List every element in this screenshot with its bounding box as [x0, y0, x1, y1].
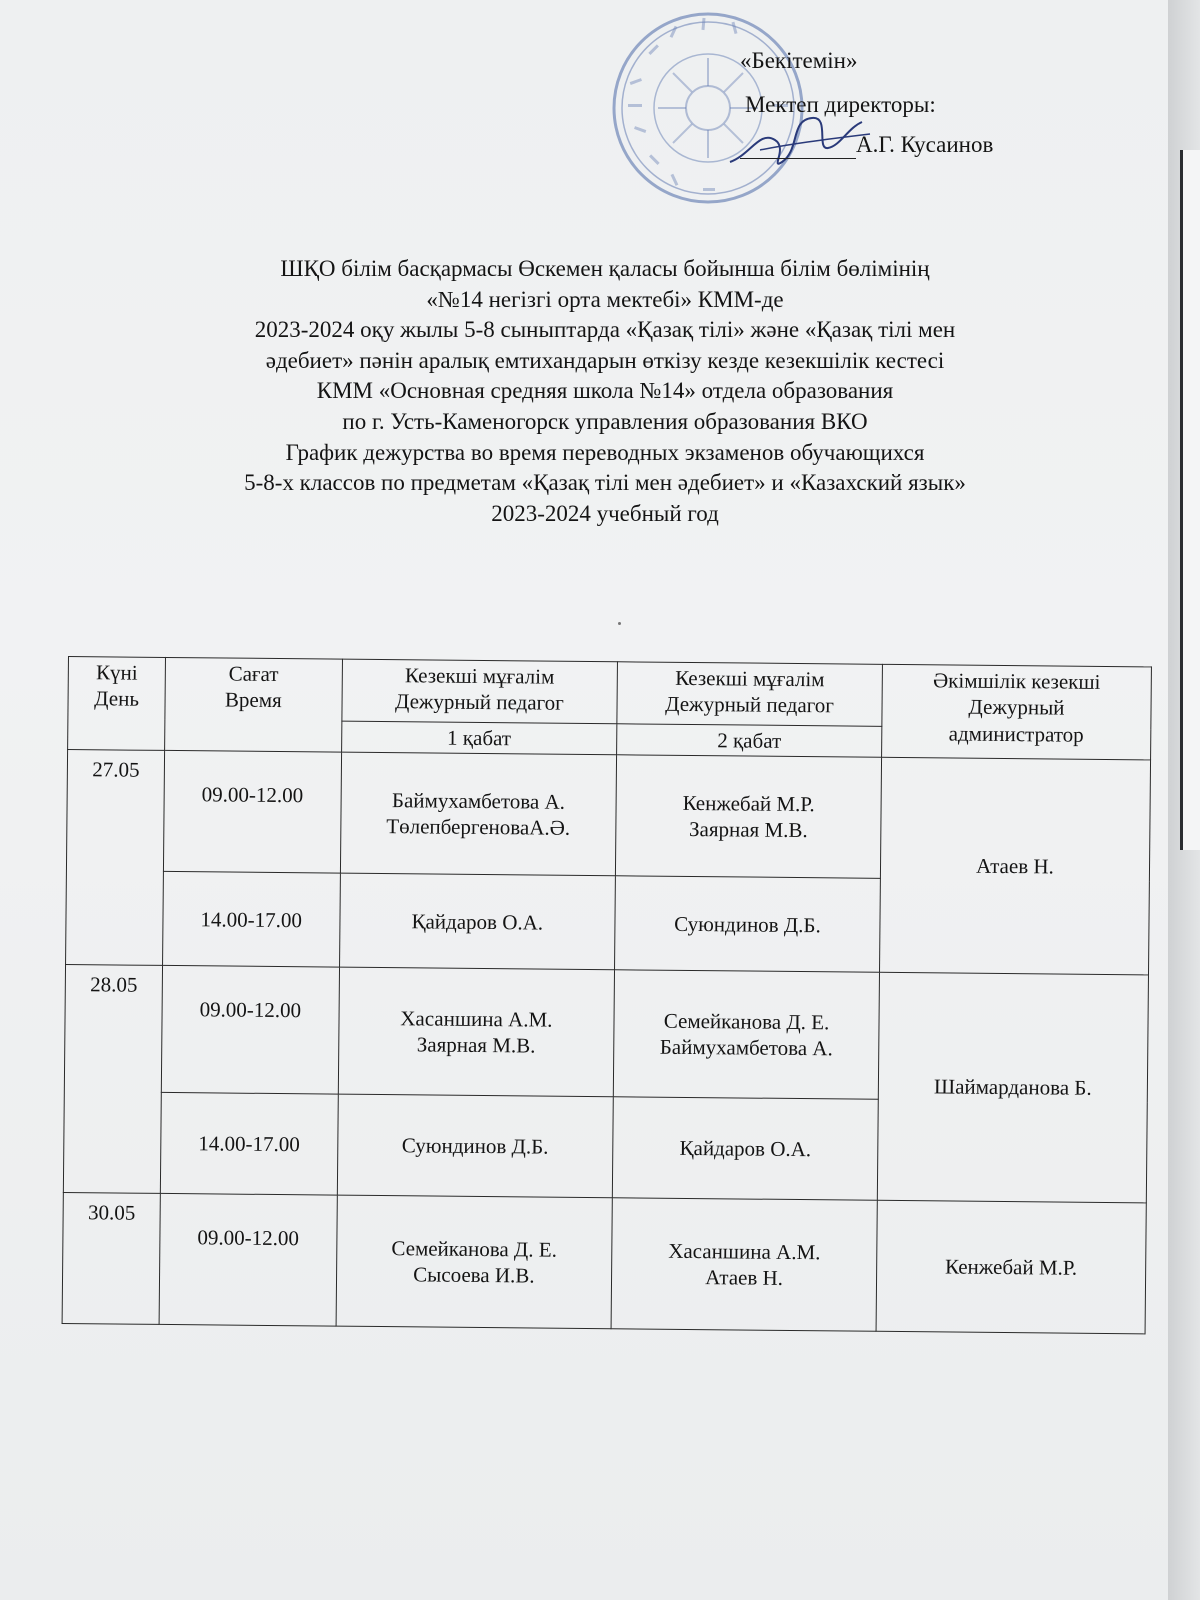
stray-mark [618, 622, 621, 625]
teacher-name: Баймухамбетова А. [659, 1034, 833, 1061]
teacher-name: Сысоева И.В. [413, 1262, 535, 1288]
heading-line: 2023-2024 оқу жылы 5-8 сыныптарда «Қазақ тілі» және «Қазақ тілі мен [254, 317, 956, 343]
floor1-cell [337, 1095, 614, 1198]
table-row [64, 965, 1148, 1103]
teacher-name: Заярная М.В. [416, 1032, 536, 1058]
time-cell: 09.00-12.00 [159, 1193, 337, 1326]
day-cell: 28.05 [63, 965, 162, 1193]
header-teacher-1 [341, 659, 617, 724]
header-time-kz: Сағат [228, 661, 279, 687]
header-teacher-1-kz: Кезекші мұғалім [404, 663, 555, 689]
admin-cell: Кенжебай М.Р. [876, 1200, 1146, 1334]
teacher-name: Хасаншина А.М. [668, 1238, 821, 1264]
header-day [68, 657, 166, 751]
table-row [62, 1192, 1146, 1334]
floor1-cell [340, 752, 617, 876]
day-cell: 30.05 [62, 1192, 160, 1324]
admin-cell: Атаев Н. [879, 758, 1150, 975]
header-teacher-2-kz: Кезекші мұғалім [675, 665, 825, 692]
director-name: А.Г. Кусаинов [856, 132, 994, 157]
teacher-name: Семейканова Д. Е. [391, 1235, 558, 1262]
heading-line: әдебиет» пәнін аралық емтихандарын өткізу кезде кезекшілік кестесі [265, 347, 945, 373]
header-floor-1: 1 қабат [341, 721, 617, 755]
time-cell: 09.00-12.00 [163, 751, 341, 874]
document-heading [110, 254, 1100, 529]
header-teacher-1-ru: Дежурный педагог [394, 689, 564, 716]
teacher-name: Хасаншина А.М. [400, 1006, 553, 1032]
header-time-ru: Время [224, 687, 282, 713]
heading-line: 5-8-х классов по предметам «Қазақ тілі мен әдебиет» и «Казахский язык» [244, 470, 966, 496]
floor2-cell [613, 970, 879, 1100]
heading-line: «№14 негізгі орта мектебі» КММ-де [426, 286, 784, 312]
approval-role: Мектеп директоры: [745, 92, 936, 117]
signature-line [740, 158, 856, 159]
floor2-cell [613, 1097, 879, 1200]
header-teacher-2-ru: Дежурный педагог [665, 691, 835, 718]
floor1-cell [339, 873, 616, 970]
header-teacher-2 [617, 662, 882, 727]
approval-title: «Бекітемін» [740, 48, 858, 73]
time-cell: 09.00-12.00 [161, 966, 339, 1095]
header-day-ru: День [94, 686, 140, 711]
table-row [66, 750, 1150, 881]
duty-schedule-table [62, 656, 1152, 1334]
header-admin-ru-1: Дежурный [968, 694, 1065, 720]
heading-line: по г. Усть-Каменогорск управления образования ВКО [342, 408, 868, 434]
admin-cell: Шаймарданова Б. [877, 972, 1148, 1202]
background-monitor-edge [1180, 150, 1200, 850]
time-cell: 14.00-17.00 [163, 872, 340, 968]
header-time [165, 657, 342, 752]
heading-line: КММ «Основная средняя школа №14» отдела образования [316, 378, 894, 404]
floor2-cell [616, 755, 882, 879]
header-day-kz: Күні [95, 660, 138, 685]
floor1-cell [338, 967, 615, 1097]
header-floor-2: 2 қабат [617, 724, 882, 758]
teacher-name: Қайдаров О.А. [411, 908, 544, 935]
floor2-cell [615, 876, 881, 972]
heading-line: ШҚО білім басқармасы Өскемен қаласы бойынша білім бөлімінің [280, 256, 930, 281]
teacher-name: Атаев Н. [705, 1264, 784, 1290]
teacher-name: Семейканова Д. Е. [663, 1008, 830, 1035]
heading-line: 2023-2024 учебный год [491, 500, 719, 526]
teacher-name: Заярная М.В. [688, 817, 808, 843]
teacher-name: ТөлепбергеноваА.Ә. [386, 814, 571, 841]
header-admin-kz: Әкімшілік кезекші [932, 668, 1101, 694]
heading-line: График дежурства во время переводных экзаменов обучающихся [285, 439, 925, 465]
teacher-name: Қайдаров О.А. [679, 1135, 812, 1161]
floor2-cell [611, 1197, 877, 1331]
floor1-cell [336, 1195, 613, 1329]
teacher-name: Суюндинов Д.Б. [401, 1133, 549, 1159]
teacher-name: Баймухамбетова А. [391, 788, 566, 814]
teacher-name: Суюндинов Д.Б. [674, 911, 821, 937]
day-cell: 27.05 [66, 750, 165, 966]
header-admin [881, 664, 1151, 760]
header-admin-ru-2: администратор [948, 720, 1084, 747]
time-cell: 14.00-17.00 [160, 1093, 337, 1195]
teacher-name: Кенжебай М.Р. [682, 790, 815, 817]
